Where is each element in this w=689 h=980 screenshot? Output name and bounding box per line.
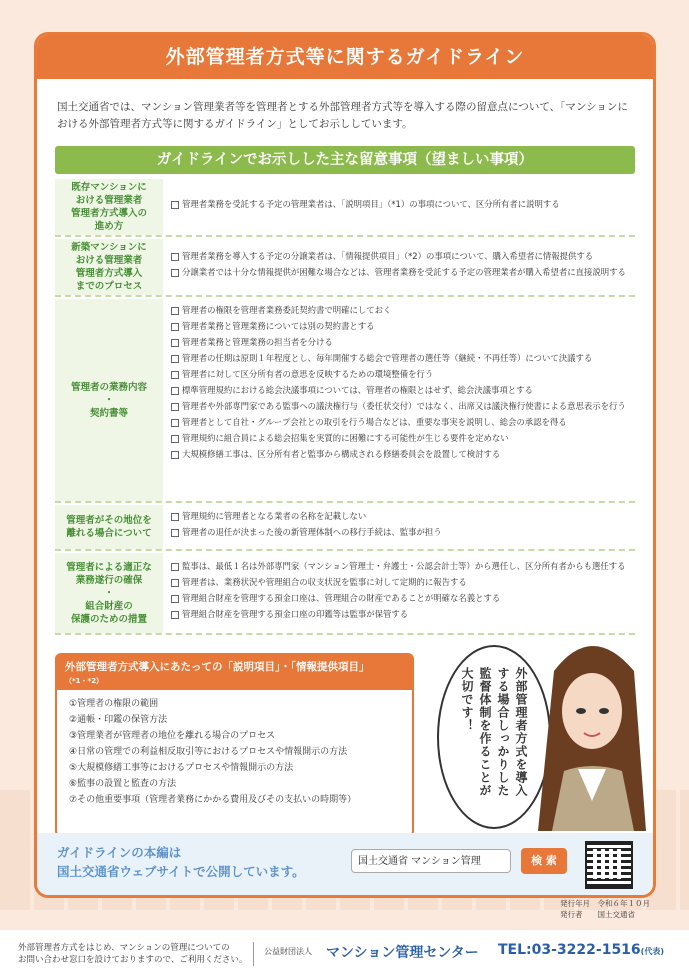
- section-label-line: 管理者による適正な: [66, 561, 152, 573]
- explain-item: ③管理業者が管理者の地位を離れる場合のプロセス: [69, 731, 276, 741]
- section-items: [171, 561, 633, 625]
- section-label: [55, 179, 163, 235]
- section-label-line: 既存マンションに: [71, 182, 147, 193]
- bottom-bar: [37, 833, 653, 895]
- section-label-line: 管理者がその地位を: [66, 515, 152, 526]
- section-label-line: 進め方: [94, 221, 124, 232]
- checklist-item: 管理者や外部専門家である監事への議決権行与（委任状交付）ではなく、出席又は議決権行使書による意思表示を行う: [171, 401, 633, 412]
- woman-illustration: [534, 631, 650, 831]
- section-label-line: ・: [104, 587, 114, 599]
- explain-note: （*1・*2）: [65, 677, 104, 685]
- section-label: [55, 553, 163, 633]
- explain-box: [55, 653, 414, 837]
- checklist-item: 大規模修繕工事は、区分所有者と監事から構成される修繕委員会を設置して検討する: [171, 449, 633, 460]
- section-label-line: ・: [104, 394, 114, 406]
- section-label: [55, 299, 163, 501]
- footer-org-name: マンション管理センター: [326, 945, 479, 961]
- guideline-section: [55, 505, 635, 551]
- section-items: [171, 199, 633, 215]
- website-notice-line1: ガイドラインの本編は: [57, 845, 182, 860]
- website-notice-line2: 国土交通省ウェブサイトで公開しています。: [57, 864, 305, 879]
- section-label-line: 契約書等: [89, 407, 128, 419]
- footer-divider: [253, 942, 254, 966]
- website-notice: [57, 843, 305, 881]
- checklist-item: 管理者業務と管理業務の担当者を分ける: [171, 337, 633, 348]
- checklist-item: 管理規約に組合員による総会招集を実質的に困難にする可能性が生じる要件を定めない: [171, 433, 633, 444]
- section-label-line: までのプロセス: [75, 281, 143, 292]
- section-items: [171, 511, 633, 543]
- search-button[interactable]: 検 索: [521, 848, 567, 874]
- section-label-line: 管理者方式導入の: [70, 208, 147, 219]
- section-items: [171, 305, 633, 465]
- checklist-item: 管理者業務を受託する予定の管理業者は、「説明項目」（*1）の事項について、区分所有者に説明する: [171, 199, 633, 210]
- explain-item: ⑤大規模修繕工事等におけるプロセスや情報開示の方法: [69, 763, 294, 773]
- section-label: [55, 505, 163, 549]
- checklist-item: 管理規約に管理者となる業者の名称を記載しない: [171, 511, 633, 522]
- section-label-line: おける管理業者: [75, 195, 143, 206]
- section-label-line: おける管理業者: [75, 255, 143, 266]
- explain-title-text: 外部管理者方式導入にあたっての「説明項目」・「情報提供項目」: [65, 661, 370, 673]
- footer-tel: [498, 942, 664, 958]
- guideline-section: [55, 239, 635, 297]
- publisher: 発行者 国土交通省: [560, 910, 635, 919]
- checklist-item: 標準管理規約における総会決議事項については、管理者の権限とはせず、総会決議事項とする: [171, 385, 633, 396]
- footer-text-line1: 外部管理者方式をはじめ、マンションの管理についての: [18, 943, 230, 953]
- checklist-item: 管理者の任期は原則１年程度とし、毎年開催する総会で管理者の選任等（継続・不再任等）について決議する: [171, 353, 633, 364]
- footer-tel-number: TEL:03-3222-1516: [498, 942, 641, 958]
- explain-item: ⑥監事の設置と監査の方法: [69, 779, 177, 789]
- guideline-section: [55, 553, 635, 635]
- guideline-bar: ガイドラインでお示しした主な留意事項（望ましい事項）: [55, 146, 635, 174]
- checklist-item: 分譲業者では十分な情報提供が困難な場合などは、管理者業務を受託する予定の管理業者が購入希望者に直接説明する: [171, 267, 633, 278]
- checklist-item: 管理組合財産を管理する預金口座の印鑑等は監事が保管する: [171, 609, 633, 620]
- section-label-line: 新築マンションに: [71, 242, 147, 253]
- speech-text: 外部管理者方式を導入する場合しっかりした監督体制を作ることが大切です！: [460, 667, 528, 797]
- explain-item: ②通帳・印鑑の保管方法: [69, 715, 168, 725]
- page-title: 外部管理者方式等に関するガイドライン: [37, 35, 653, 79]
- footer-text-line2: お問い合わせ窓口を設けておりますので、ご利用ください。: [18, 955, 248, 965]
- section-label-line: 管理者の業務内容: [70, 381, 147, 393]
- publish-date: 発行年月 令和６年１０月: [560, 899, 650, 908]
- intro-text: 国土交通省では、マンション管理業者等を管理者とする外部管理者方式等を導入する際の留意点について、「マンションにおける外部管理者方式等に関するガイドライン」としてお示ししています。: [57, 101, 628, 130]
- search-input[interactable]: 国土交通省 マンション管理: [351, 849, 511, 873]
- main-card: [34, 32, 656, 898]
- section-items: [171, 251, 633, 283]
- section-label: [55, 239, 163, 295]
- explain-item: ⑦その他重要事項（管理者業務にかかる費用及びその支払いの時期等）: [69, 795, 357, 805]
- checklist-item: 管理者に対して区分所有者の意思を反映するための環境整備を行う: [171, 369, 633, 380]
- explain-item: ④日常の管理での利益相反取引等におけるプロセスや情報開示の方法: [69, 747, 348, 757]
- section-label-line: 保護のための措置: [70, 613, 147, 625]
- guideline-section: [55, 299, 635, 503]
- footer-org-type: 公益財団法人: [264, 947, 312, 956]
- footer: [0, 930, 689, 980]
- publish-info: [560, 898, 650, 920]
- section-label-line: 管理者方式導入: [75, 268, 143, 279]
- checklist-item: 管理組合財産を管理する預金口座は、管理組合の財産であることが明確な名義とする: [171, 593, 633, 604]
- checklist-item: 管理者の退任が決まった後の新管理体制への移行手続は、監事が担う: [171, 527, 633, 538]
- checklist-item: 管理者は、業務状況や管理組合の収支状況を監事に対して定期的に報告する: [171, 577, 633, 588]
- checklist-item: 管理者として自社・グループ会社との取引を行う場合などは、重要な事実を説明し、総会の承認を得る: [171, 417, 633, 428]
- explain-list: [57, 690, 412, 814]
- explain-box-title: [57, 655, 412, 690]
- section-label-line: 業務遂行の確保: [75, 574, 143, 586]
- explain-item: ①管理者の権限の範囲: [69, 699, 159, 709]
- guideline-section: [55, 179, 635, 237]
- checklist-item: 管理者業務を導入する予定の分譲業者は、「情報提供項目」（*2）の事項について、購入希望者に情報提供する: [171, 251, 633, 262]
- checklist-item: 監事は、最低１名は外部専門家（マンション管理士・弁護士・公認会計士等）から選任し、区分所有者からも選任する: [171, 561, 633, 572]
- section-label-line: 離れる場合について: [66, 528, 152, 539]
- checklist-item: 管理者業務と管理業務については別の契約書とする: [171, 321, 633, 332]
- footer-tel-note: (代表): [640, 947, 664, 956]
- qr-code-icon[interactable]: [585, 841, 633, 889]
- section-label-line: 組合財産の: [85, 600, 133, 612]
- footer-text: [18, 942, 247, 966]
- checklist-item: 管理者の権限を管理者業務委託契約書で明確にしておく: [171, 305, 633, 316]
